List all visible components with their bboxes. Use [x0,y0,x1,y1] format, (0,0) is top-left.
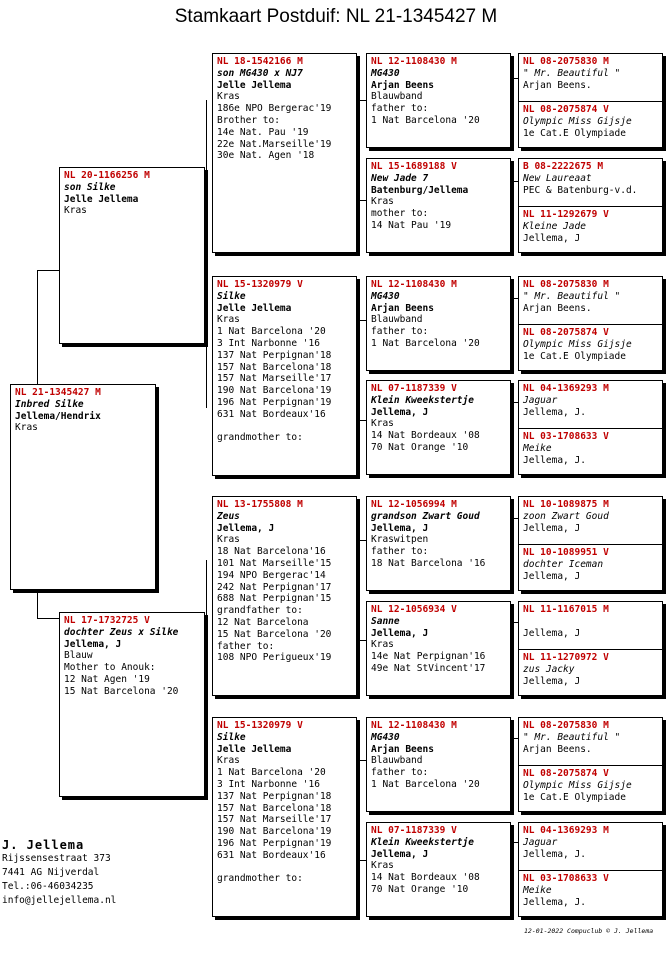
grandparent-card [212,717,357,917]
pigeon-detail: 196 Nat Perpignan'19 [217,396,332,408]
owner-name: Jellema, J [523,522,581,534]
connector-line [206,680,207,780]
pigeon-detail: 18 Nat Barcelona '16 [371,557,486,569]
pigeon-detail: Kras [371,196,394,208]
grandparent-card [212,276,357,476]
pigeon-detail: Mother to Anouk: [64,662,156,674]
ring-number: NL 08-2075874 V [523,104,609,115]
ring-number: NL 04-1369293 M [523,383,609,394]
connector-line [357,200,366,201]
pigeon-detail: grandmother to: [217,873,303,885]
pigeon-name: Jaguar [523,394,558,406]
owner-name: Jellema, J. [523,848,586,860]
owner-name: Jellema, J. [523,454,586,466]
connector-line [206,340,207,408]
pigeon-detail: 18 Nat Barcelona'16 [217,546,326,558]
pigeon-detail: 14e Nat. Pau '19 [217,126,309,138]
connector-line [357,640,366,641]
pigeon-detail: father to: [371,326,429,338]
pigeon-detail: 70 Nat Orange '10 [371,883,469,895]
great-great-grandparents-card [518,53,663,148]
pigeon-detail: mother to: [371,208,429,220]
sire-entry [519,159,662,206]
pigeon-detail: 14 Nat Bordeaux '08 [371,872,480,884]
owner-name: Jelle Jellema [217,302,292,314]
pigeon-name: Olympic Miss Gijsje [523,338,632,350]
pigeon-name: son Silke [64,181,116,193]
connector-line [37,270,59,271]
ring-number: NL 15-1320979 V [217,279,303,290]
pigeon-detail: 15 Nat Barcelona '20 [217,628,332,640]
ring-number: NL 03-1708633 V [523,431,609,442]
ring-number: NL 04-1369293 M [523,825,609,836]
pigeon-detail: 3 Int Narbonne '16 [217,778,320,790]
connector-line [357,100,366,101]
pigeon-name: Jaguar [523,836,558,848]
owner-name: 1e Cat.E Olympiade [523,791,626,803]
great-grandparent-card [366,822,511,917]
sire-entry [519,277,662,324]
owner-name: Jelle Jellema [217,743,292,755]
owner-name: Jellema, J [523,570,581,582]
pigeon-detail: 15 Nat Barcelona '20 [64,685,179,697]
main-pigeon-card [10,384,156,590]
breeder-city: 7441 AG Nijverdal [2,867,100,878]
dam-entry [519,428,662,475]
owner-name: Batenburg/Jellema [371,184,469,196]
pigeon-detail: 157 Nat Barcelona'18 [217,361,332,373]
connector-line [37,270,38,386]
ring-number: NL 12-1108430 M [371,56,457,67]
ring-number: NL 12-1056994 M [371,499,457,510]
sire-entry [519,718,662,765]
grandparent-card [212,496,357,696]
dam-entry [519,870,662,917]
great-great-grandparents-card [518,822,663,917]
connector-line [510,298,518,299]
owner-name: Jelle Jellema [217,79,292,91]
sire-entry [519,823,662,870]
owner-name: Jellema, J [371,406,429,418]
owner-name: Jellema, J. [523,896,586,908]
owner-name: Jellema, J [523,675,581,687]
pigeon-detail: Kras [217,314,240,326]
sire-entry [519,602,662,649]
pigeon-detail: Blauw [64,650,93,662]
ring-number: NL 08-2075874 V [523,768,609,779]
ring-number: NL 11-1292679 V [523,209,609,220]
pigeon-detail: 1 Nat Barcelona '20 [217,326,326,338]
pigeon-detail: Kraswitpen [371,534,429,546]
pigeon-detail: 3 Int Narbonne '16 [217,337,320,349]
great-great-grandparents-card [518,601,663,696]
owner-name: Arjan Beens. [523,79,592,91]
owner-name: Jellema, J [371,627,429,639]
connector-line [510,842,518,843]
pigeon-detail: father to: [217,640,275,652]
pigeon-detail: 631 Nat Bordeaux'16 [217,408,326,420]
connector-line [510,518,518,519]
connector-line [357,420,366,421]
pigeon-name: New Jade 7 [371,172,429,184]
pigeon-detail: 137 Nat Perpignan'18 [217,349,332,361]
pigeon-detail: 14e Nat Perpignan'16 [371,651,486,663]
great-great-grandparents-card [518,717,663,812]
pigeon-detail: Kras [371,860,394,872]
great-great-grandparents-card [518,496,663,591]
ring-number: NL 17-1732725 V [64,615,150,626]
owner-name: Jellema, J [371,522,429,534]
ring-number: NL 10-1089951 V [523,547,609,558]
pigeon-detail: 1 Nat Barcelona '20 [371,337,480,349]
pigeon-detail: father to: [371,546,429,558]
dam-entry [519,765,662,812]
pigeon-name: MG430 [371,290,400,302]
pigeon-name: Meike [523,884,552,896]
ring-number: NL 15-1320979 V [217,720,303,731]
grandparent-card [212,53,357,253]
owner-name: Jellema/Hendrix [15,410,101,422]
sire-entry [519,54,662,101]
pigeon-name: Silke [217,731,246,743]
pigeon-detail: Blauwband [371,314,423,326]
pigeon-detail: 12 Nat Agen '19 [64,673,150,685]
pigeon-detail: 157 Nat Marseille'17 [217,373,332,385]
pigeon-detail [217,421,352,433]
pigeon-detail [217,862,352,874]
great-great-grandparents-card [518,158,663,253]
pigeon-name: Meike [523,442,552,454]
ring-number: NL 07-1187339 V [371,825,457,836]
ring-number: NL 08-2075830 M [523,279,609,290]
connector-line [206,100,207,220]
ring-number: NL 12-1056934 V [371,604,457,615]
ring-number: NL 11-1167015 M [523,604,609,615]
owner-name: Jellema, J. [523,406,586,418]
pigeon-detail: 1 Nat Barcelona '20 [371,778,480,790]
pigeon-detail: Blauwband [371,755,423,767]
pigeon-detail: Kras [64,205,87,217]
pigeon-name: MG430 [371,67,400,79]
ring-number: NL 12-1108430 M [371,279,457,290]
pigeon-name: zus Jacky [523,663,575,675]
connector-line [510,181,518,182]
pigeon-detail: 190 Nat Barcelona'19 [217,385,332,397]
pigeon-detail: 190 Nat Barcelona'19 [217,826,332,838]
pigeon-detail: 14 Nat Pau '19 [371,219,452,231]
connector-line [37,618,59,619]
pigeon-name: Olympic Miss Gijsje [523,779,632,791]
pigeon-name: dochter Iceman [523,558,604,570]
owner-name: Arjan Beens. [523,302,592,314]
pigeon-detail: grandmother to: [217,432,303,444]
ring-number: NL 08-2075830 M [523,720,609,731]
great-great-grandparents-card [518,276,663,371]
ring-number: NL 15-1689188 V [371,161,457,172]
connector-line [357,860,366,861]
owner-name: PEC & Batenburg-v.d. [523,184,638,196]
pigeon-name: zoon Zwart Goud [523,510,609,522]
pigeon-detail: Kras [217,91,240,103]
great-grandparent-card [366,276,511,371]
owner-name: Jellema, J [523,627,581,639]
ring-number: NL 10-1089875 M [523,499,609,510]
great-grandparent-card [366,601,511,696]
ring-number: NL 21-1345427 M [15,387,101,398]
breeder-contact [2,838,116,908]
pigeon-name: Silke [217,290,246,302]
pigeon-detail: 1 Nat Barcelona '20 [217,767,326,779]
connector-line [357,760,366,761]
owner-name: 1e Cat.E Olympiade [523,350,626,362]
connector-line [510,78,518,79]
breeder-street: Rijssensestraat 373 [2,853,111,864]
owner-name: Jellema, J [523,232,581,244]
pigeon-detail: 14 Nat Bordeaux '08 [371,430,480,442]
pigeon-name: grandson Zwart Goud [371,510,480,522]
pigeon-detail: 70 Nat Orange '10 [371,441,469,453]
sire-entry [519,497,662,544]
pigeon-detail: Kras [371,418,394,430]
pigeon-detail: Brother to: [217,114,280,126]
pigeon-detail: 688 Nat Perpignan'15 [217,593,332,605]
pigeon-detail: 157 Nat Marseille'17 [217,814,332,826]
owner-name: Jelle Jellema [64,193,139,205]
great-great-grandparents-card [518,380,663,475]
pigeon-detail: Kras [217,534,240,546]
owner-name: Arjan Beens [371,79,434,91]
pigeon-detail: Blauwband [371,91,423,103]
pigeon-detail: 196 Nat Perpignan'19 [217,837,332,849]
great-grandparent-card [366,158,511,253]
pigeon-name: son MG430 x NJ7 [217,67,303,79]
pigeon-detail: 49e Nat StVincent'17 [371,662,486,674]
pigeon-detail: 194 NPO Bergerac'14 [217,569,326,581]
ring-number: B 08-2222675 M [523,161,604,172]
pigeon-detail: father to: [371,767,429,779]
breeder-email: info@jellejellema.nl [2,895,117,906]
mother-card [59,612,205,797]
ring-number: NL 13-1755808 M [217,499,303,510]
pigeon-detail: Kras [15,422,38,434]
pigeon-detail: 1 Nat Barcelona '20 [371,114,480,126]
sire-entry [519,381,662,428]
connector-line [510,402,518,403]
pigeon-name: " Mr. Beautiful " [523,67,621,79]
owner-name: Arjan Beens [371,743,434,755]
pigeon-detail: 186e NPO Bergerac'19 [217,103,332,115]
pigeon-detail: 12 Nat Barcelona [217,616,309,628]
dam-entry [519,649,662,696]
ring-number: NL 11-1270972 V [523,652,609,663]
ring-number: NL 07-1187339 V [371,383,457,394]
pigeon-name: Olympic Miss Gijsje [523,115,632,127]
dam-entry [519,544,662,591]
great-grandparent-card [366,496,511,591]
ring-number: NL 08-2075830 M [523,56,609,67]
pigeon-detail: 108 NPO Perigueux'19 [217,652,332,664]
pigeon-detail: 631 Nat Bordeaux'16 [217,849,326,861]
connector-line [510,738,518,739]
owner-name: Arjan Beens [371,302,434,314]
father-card [59,167,205,344]
pigeon-name [523,616,658,628]
great-grandparent-card [366,53,511,148]
footer-credit: 12-01-2022 Compuclub © J. Jellema [524,927,654,935]
pigeon-detail: 157 Nat Barcelona'18 [217,802,332,814]
great-grandparent-card [366,380,511,475]
ring-number: NL 18-1542166 M [217,56,303,67]
connector-line [357,320,366,321]
ring-number: NL 03-1708633 V [523,873,609,884]
owner-name: Arjan Beens. [523,743,592,755]
pigeon-detail: Kras [371,639,394,651]
pigeon-name: " Mr. Beautiful " [523,731,621,743]
dam-entry [519,324,662,371]
pigeon-detail: father to: [371,103,429,115]
pigeon-name: dochter Zeus x Silke [64,626,179,638]
pigeon-detail: Kras [217,755,240,767]
dam-entry [519,101,662,148]
dam-entry [519,206,662,253]
pigeon-name: MG430 [371,731,400,743]
breeder-name: J. Jellema [2,838,85,852]
connector-line [37,590,38,618]
pigeon-name: Klein Kweekstertje [371,394,474,406]
pigeon-name: New Laureaat [523,172,592,184]
pigeon-name: Kleine Jade [523,220,586,232]
pigeon-detail: grandfather to: [217,605,303,617]
breeder-phone: Tel.:06-46034235 [2,881,94,892]
owner-name: Jellema, J [217,522,275,534]
pigeon-name: " Mr. Beautiful " [523,290,621,302]
pigeon-detail: 137 Nat Perpignan'18 [217,790,332,802]
owner-name: 1e Cat.E Olympiade [523,127,626,139]
ring-number: NL 08-2075874 V [523,327,609,338]
connector-line [357,540,366,541]
pigeon-detail: 242 Nat Perpignan'17 [217,581,332,593]
owner-name: Jellema, J [371,848,429,860]
connector-line [206,560,207,660]
pigeon-name: Zeus [217,510,240,522]
pigeon-name: Inbred Silke [15,398,84,410]
owner-name: Jellema, J [64,638,122,650]
pigeon-detail: 22e Nat.Marseille'19 [217,138,332,150]
page-title: Stamkaart Postduif: NL 21-1345427 M [174,6,498,27]
pigeon-detail: 101 Nat Marseille'15 [217,557,332,569]
pigeon-name: Klein Kweekstertje [371,836,474,848]
ring-number: NL 20-1166256 M [64,170,150,181]
ring-number: NL 12-1108430 M [371,720,457,731]
connector-line [510,622,518,623]
pigeon-name: Sanne [371,615,400,627]
pigeon-detail: 30e Nat. Agen '18 [217,150,315,162]
great-grandparent-card [366,717,511,812]
